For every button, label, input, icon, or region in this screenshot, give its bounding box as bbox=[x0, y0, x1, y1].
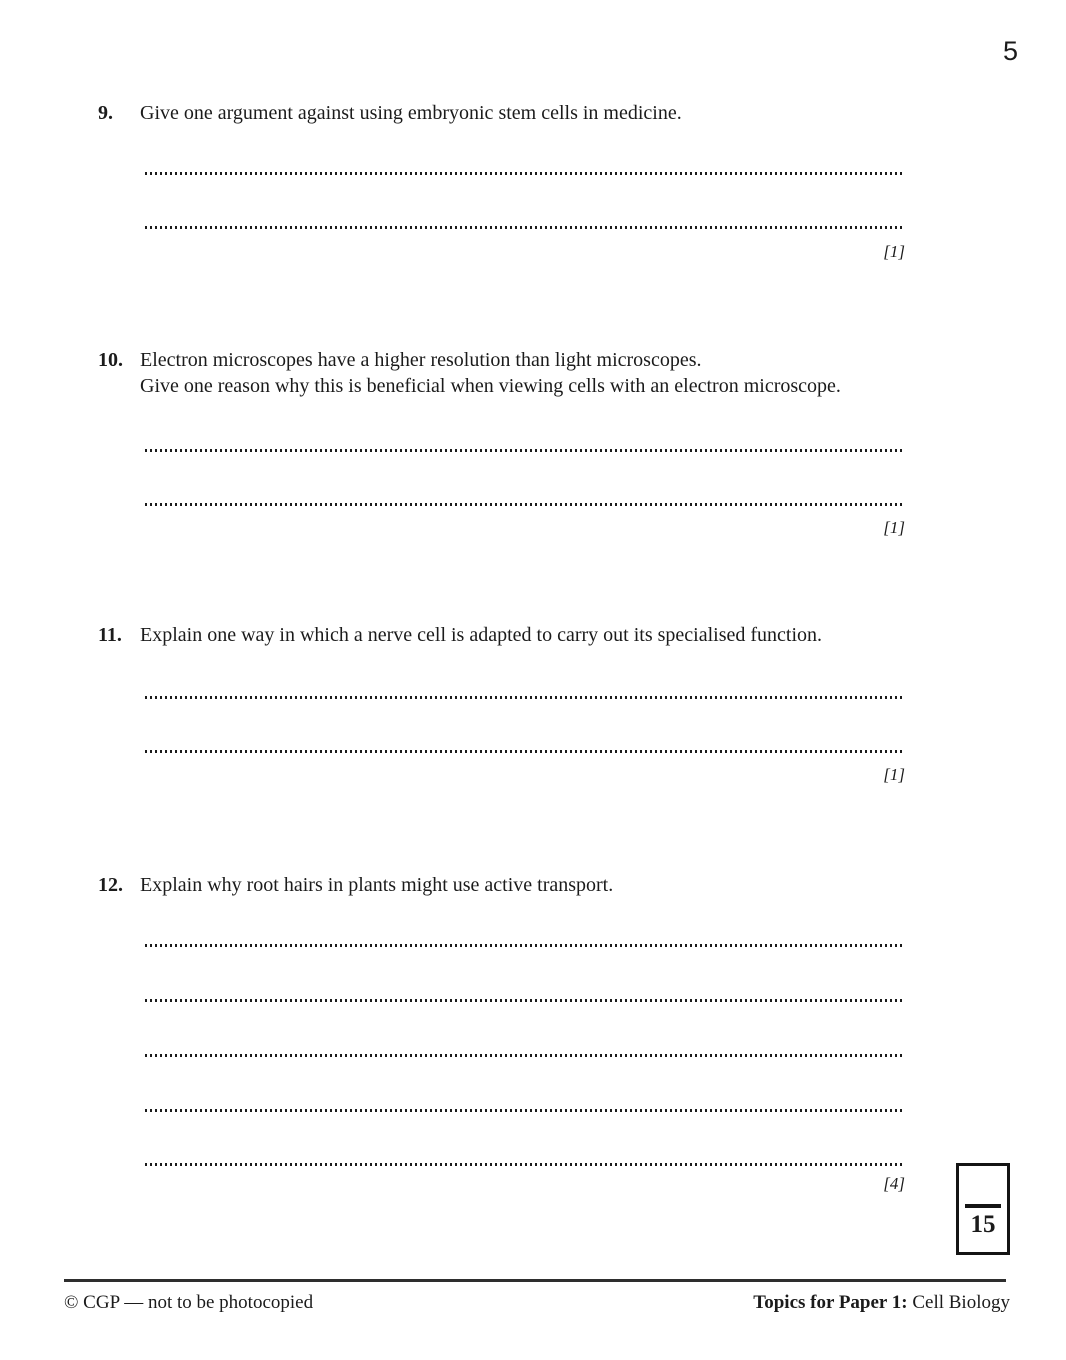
answer-line bbox=[145, 1054, 903, 1057]
score-total: 15 bbox=[970, 1211, 996, 1238]
footer-topic-value: Cell Biology bbox=[907, 1292, 1010, 1313]
question-10-text-line-2: Give one reason why this is beneficial when viewing cells with an electron microscope. bbox=[140, 375, 841, 397]
score-box bbox=[956, 1163, 1010, 1255]
answer-line bbox=[145, 944, 903, 947]
answer-line bbox=[145, 226, 903, 229]
answer-line bbox=[145, 172, 903, 175]
answer-line bbox=[145, 1163, 903, 1166]
answer-line bbox=[145, 999, 903, 1002]
question-11-marks: [1] bbox=[883, 765, 905, 784]
answer-line bbox=[145, 750, 903, 753]
question-12-text: Explain why root hairs in plants might use active transport. bbox=[140, 874, 614, 896]
question-10-text-line-1: Electron microscopes have a higher resolution than light microscopes. bbox=[140, 349, 702, 371]
question-11 bbox=[98, 622, 1006, 648]
answer-line bbox=[145, 696, 903, 699]
question-9-number: 9. bbox=[98, 102, 113, 124]
answer-line bbox=[145, 449, 903, 452]
footer-topic bbox=[753, 1292, 1010, 1314]
answer-line bbox=[145, 503, 903, 506]
question-10-marks: [1] bbox=[883, 518, 905, 537]
score-divider-line bbox=[965, 1204, 1001, 1208]
answer-line bbox=[145, 1109, 903, 1112]
question-12-marks: [4] bbox=[883, 1174, 905, 1193]
question-12 bbox=[98, 872, 1006, 898]
question-9-text: Give one argument against using embryonic stem cells in medicine. bbox=[140, 102, 682, 124]
footer-topic-label: Topics for Paper 1: bbox=[753, 1292, 908, 1313]
question-11-number: 11. bbox=[98, 624, 122, 646]
question-10-number: 10. bbox=[98, 349, 123, 371]
footer-copyright: © CGP — not to be photocopied bbox=[64, 1292, 314, 1313]
footer-rule bbox=[64, 1279, 1006, 1282]
page-number: 5 bbox=[1002, 36, 1018, 66]
question-11-text: Explain one way in which a nerve cell is adapted to carry out its specialised function. bbox=[140, 624, 823, 646]
question-9-marks: [1] bbox=[883, 242, 905, 261]
question-9 bbox=[98, 100, 1006, 126]
question-12-number: 12. bbox=[98, 874, 123, 896]
question-10 bbox=[98, 347, 1006, 399]
